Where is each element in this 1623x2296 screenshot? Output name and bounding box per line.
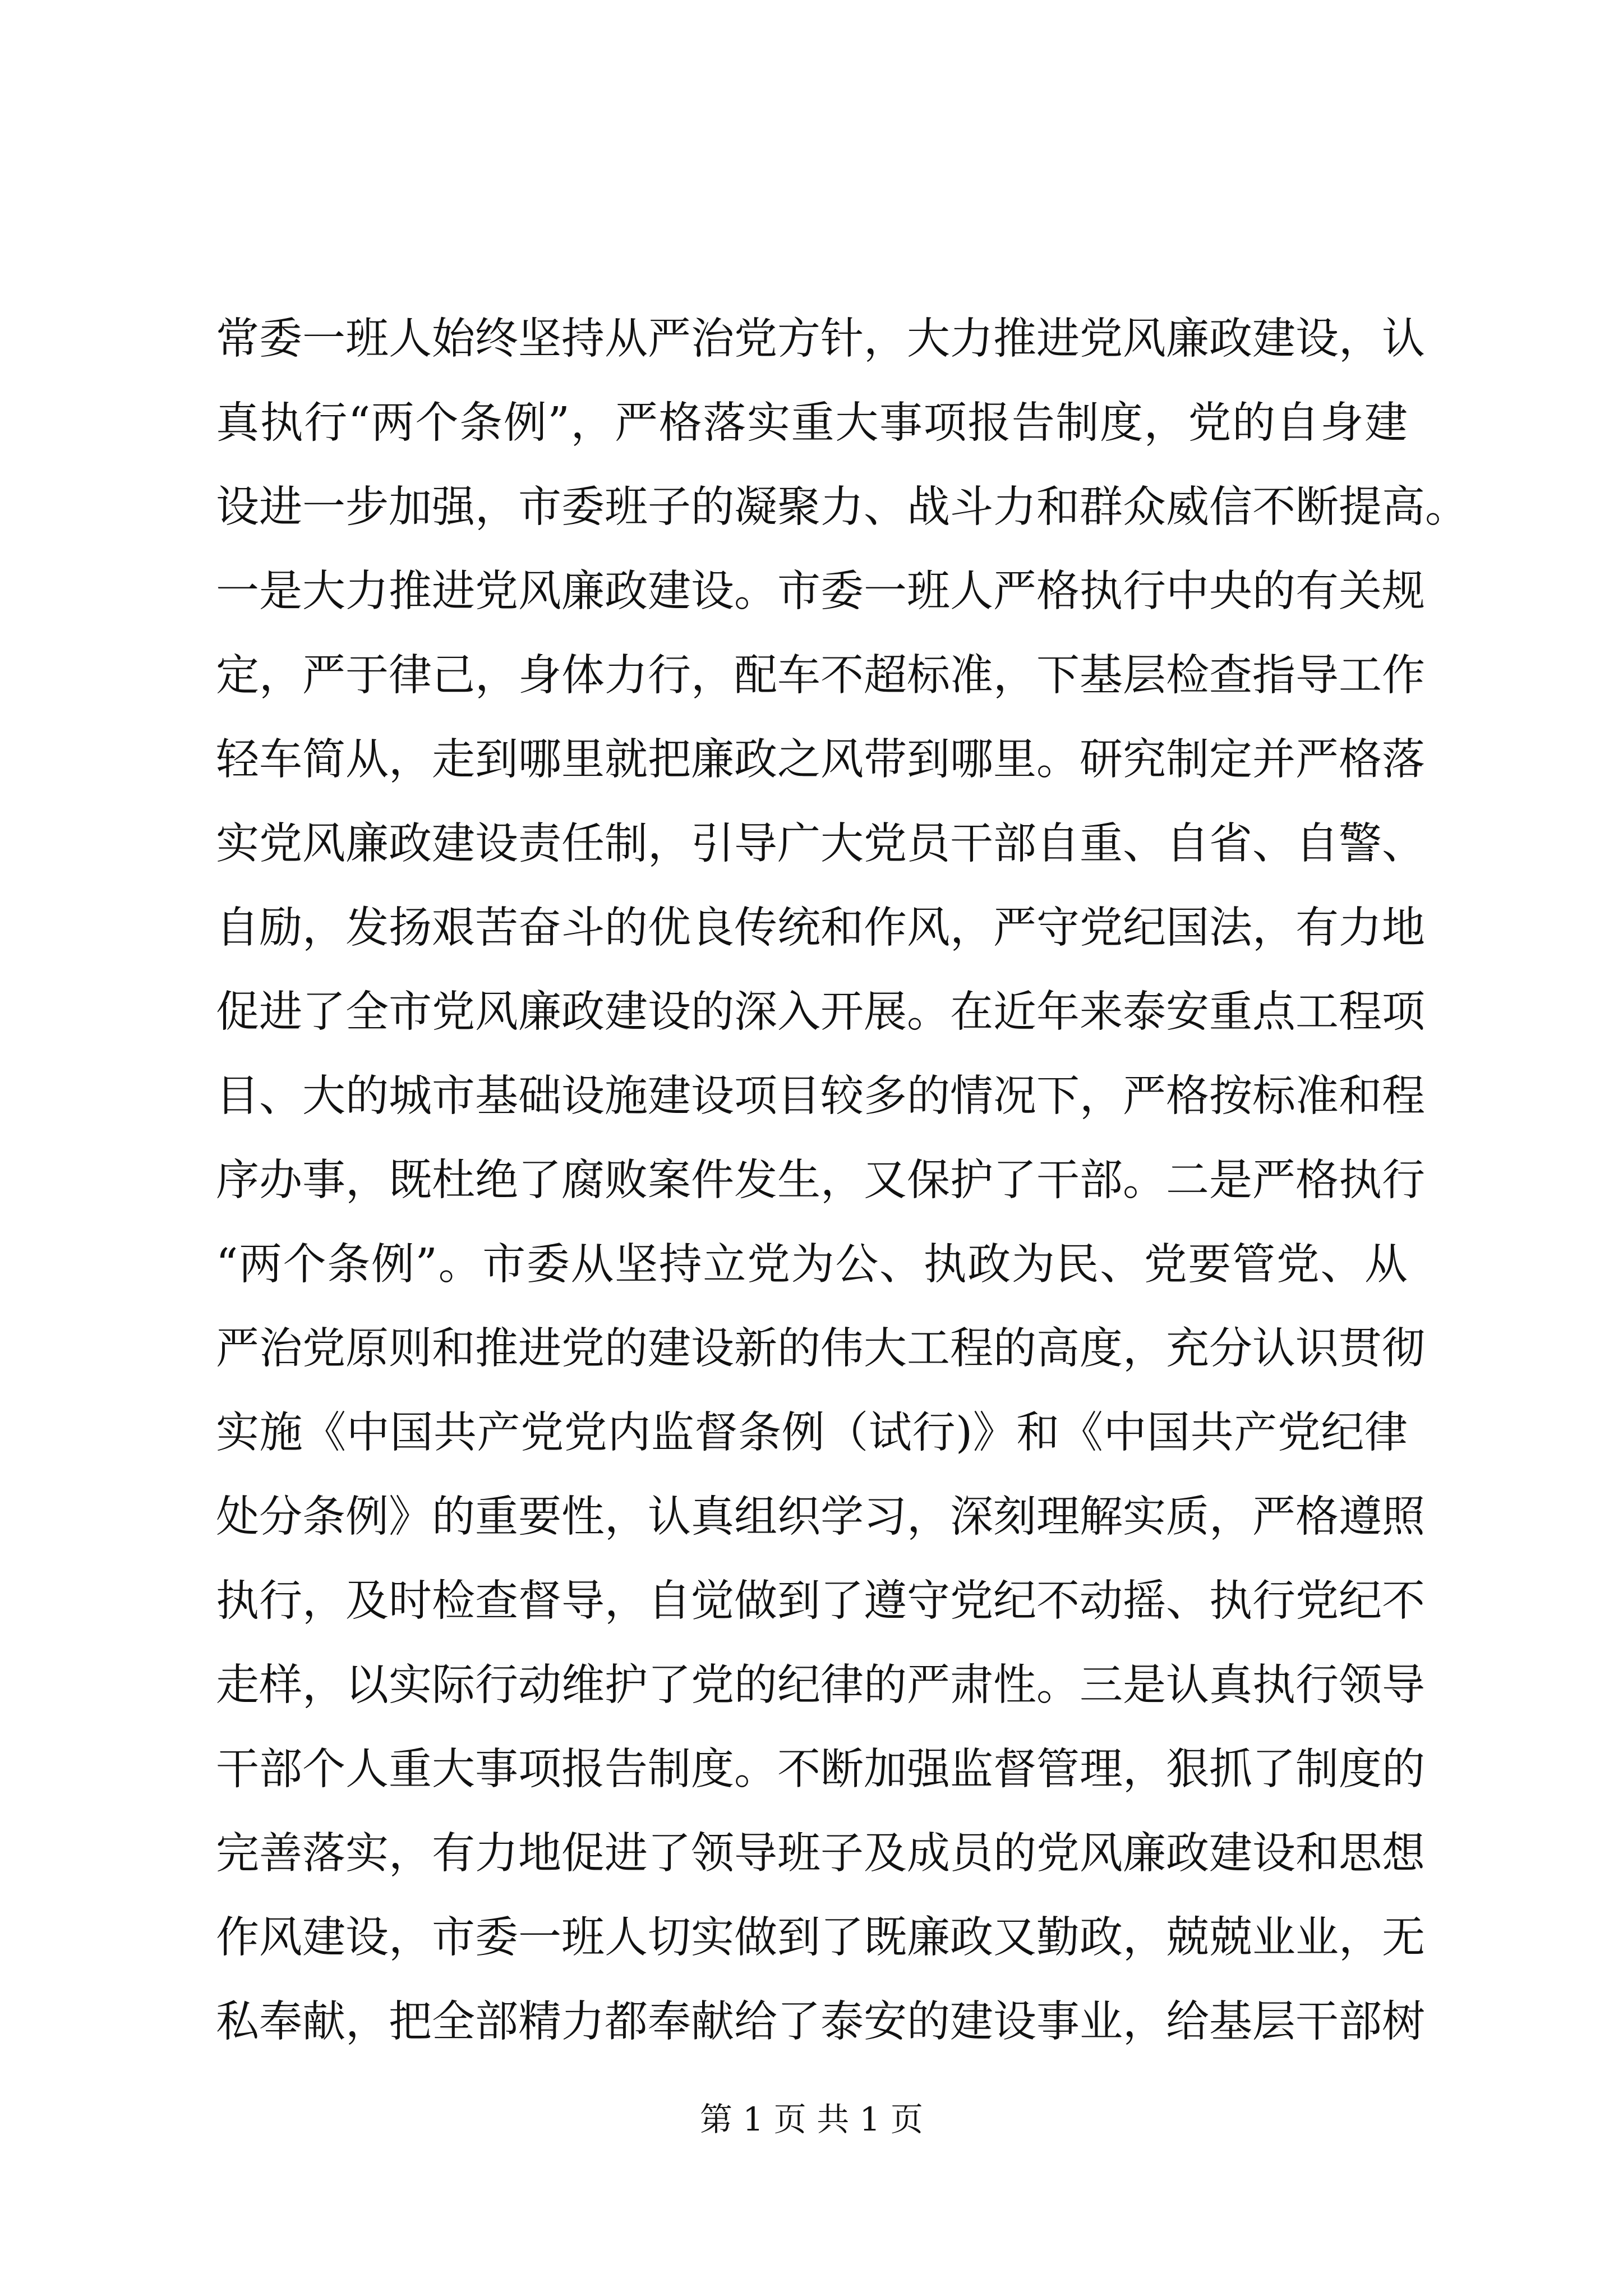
text-line: 作风建设，市委一班人切实做到了既廉政又勤政，兢兢业业，无 [216, 1913, 1425, 1963]
text-line: 干部个人重大事项报告制度。不断加强监督管理，狠抓了制度的 [216, 1745, 1425, 1795]
text-line: 实施《中国共产党党内监督条例（试行)》和《中国共产党纪律 [216, 1408, 1408, 1458]
page-number-label: 第 1 页 共 1 页 [700, 2100, 923, 2138]
text-line: 轻车简从，走到哪里就把廉政之风带到哪里。研究制定并严格落 [216, 735, 1425, 785]
text-line: 常委一班人始终坚持从严治党方针，大力推进党风廉政建设，认 [216, 314, 1425, 364]
text-line: 真执行“两个条例”，严格落实重大事项报告制度，党的自身建 [216, 398, 1408, 448]
text-line: 定，严于律己，身体力行，配车不超标准，下基层检查指导工作 [216, 651, 1425, 701]
text-line: 执行，及时检查督导，自觉做到了遵守党纪不动摇、执行党纪不 [216, 1576, 1425, 1626]
page-footer [0, 2097, 1623, 2142]
text-line: 处分条例》的重要性，认真组织学习，深刻理解实质，严格遵照 [216, 1492, 1425, 1542]
text-line: 实党风廉政建设责任制，引导广大党员干部自重、自省、自警、 [216, 819, 1425, 869]
body-paragraph [216, 297, 1468, 2064]
text-line: 私奉献，把全部精力都奉献给了泰安的建设事业，给基层干部树 [216, 1997, 1425, 2047]
text-line: 目、大的城市基础设施建设项目较多的情况下，严格按标准和程 [216, 1071, 1425, 1121]
text-line: 走样，以实际行动维护了党的纪律的严肃性。三是认真执行领导 [216, 1660, 1425, 1710]
text-line: 完善落实，有力地促进了领导班子及成员的党风廉政建设和思想 [216, 1829, 1425, 1879]
text-line: 设进一步加强，市委班子的凝聚力、战斗力和群众威信不断提高。 [216, 482, 1468, 532]
text-line: 一是大力推进党风廉政建设。市委一班人严格执行中央的有关规 [216, 567, 1425, 616]
text-line: “两个条例”。市委从坚持立党为公、执政为民、党要管党、从 [216, 1240, 1408, 1290]
text-line: 促进了全市党风廉政建设的深入开展。在近年来泰安重点工程项 [216, 987, 1425, 1037]
text-line: 序办事，既杜绝了腐败案件发生，又保护了干部。二是严格执行 [216, 1156, 1425, 1205]
text-line: 自励，发扬艰苦奋斗的优良传统和作风，严守党纪国法，有力地 [216, 903, 1425, 953]
text-line: 严治党原则和推进党的建设新的伟大工程的高度，充分认识贯彻 [216, 1324, 1425, 1374]
